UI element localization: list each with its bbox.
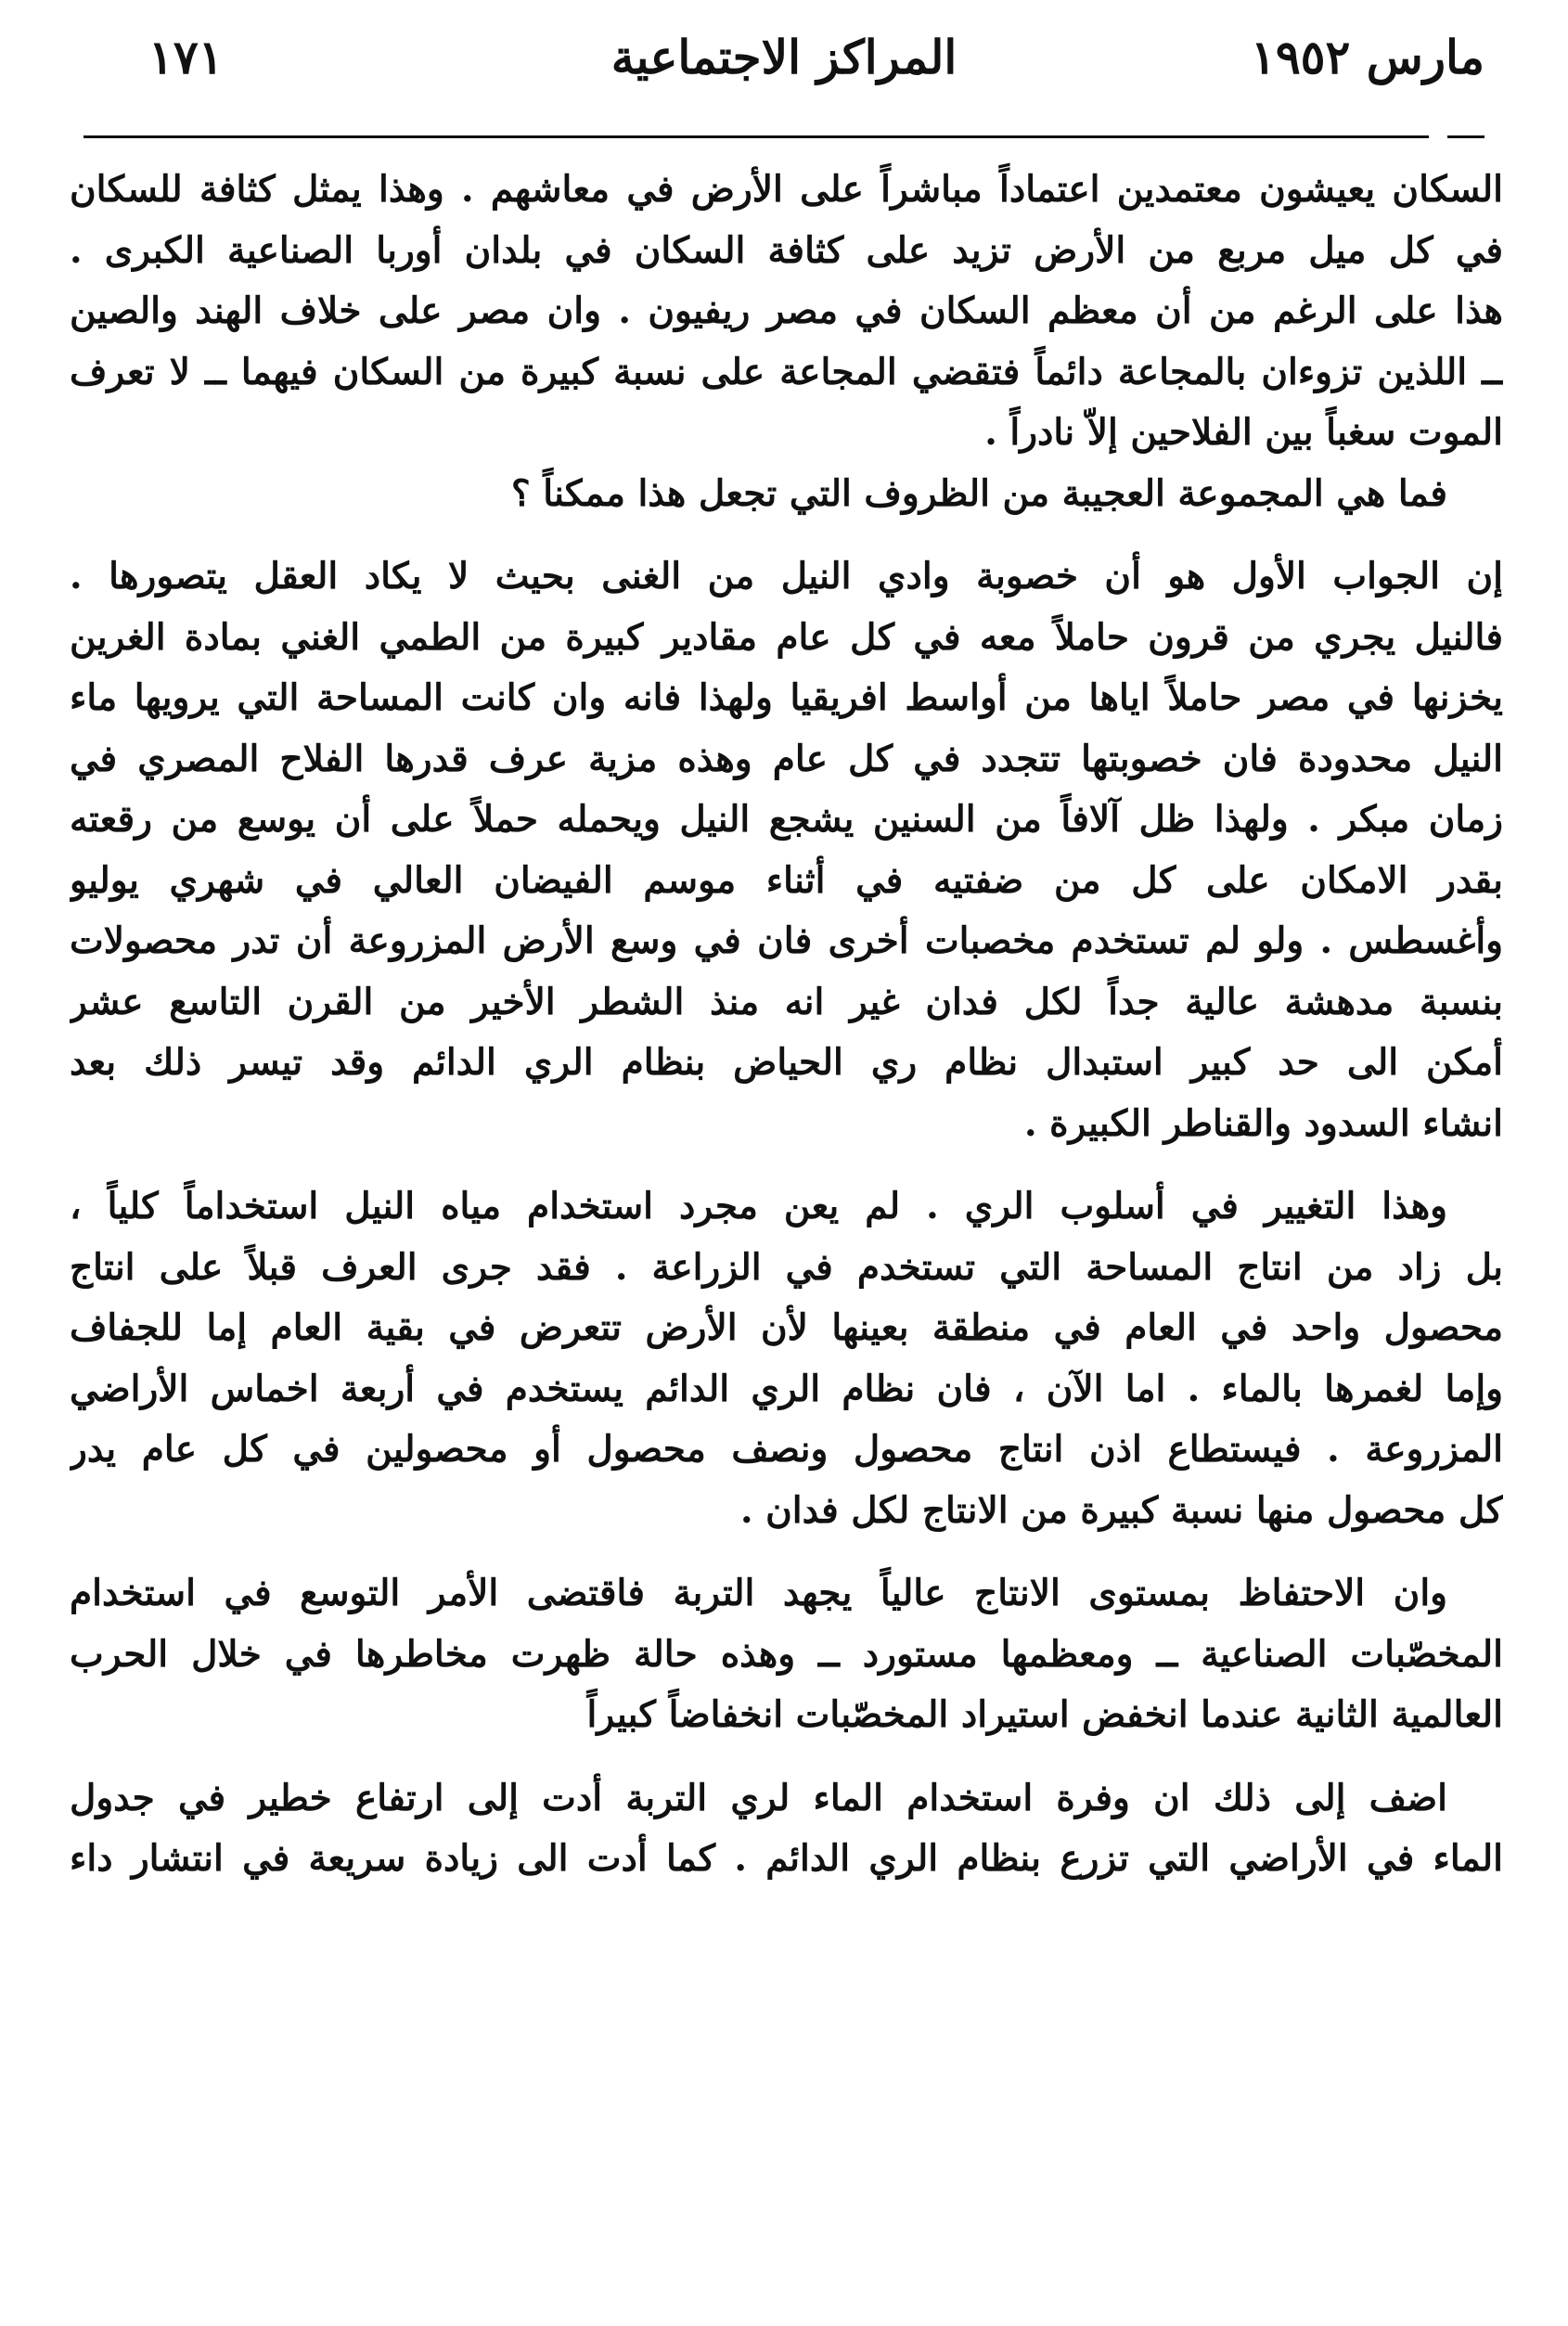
paragraph-4-continued	[70, 1238, 1503, 1542]
text-line: العالمية الثانية عندما انخفض استيراد المخصّبات انخفاضاً كبيراً	[586, 1693, 1503, 1736]
text-line: أمكن الى حد كبير استبدال نظام ري الحياض بنظام الري الدائم وقد تيسر ذلك بعد	[70, 1041, 1503, 1084]
paragraph-3	[70, 546, 1503, 1154]
paragraph-gap	[70, 1154, 1503, 1176]
running-header	[84, 20, 1484, 95]
text-line: اضف إلى ذلك ان وفرة استخدام الماء لري التربة أدت إلى ارتفاع خطير في جدول	[70, 1776, 1447, 1819]
text-line: هذا على الرغم من أن معظم السكان في مصر ريفيون . وان مصر على خلاف الهند والصين	[70, 289, 1503, 332]
text-line: الموت سغباً بين الفلاحين إلاّ نادراً .	[984, 411, 1503, 454]
header-title: المراكز الاجتماعية	[610, 30, 958, 84]
text-line: إن الجواب الأول هو أن خصوبة وادي النيل من الغنى بحيث لا يكاد العقل يتصورها .	[70, 555, 1503, 598]
paragraph-gap	[70, 524, 1503, 546]
paragraph-2	[70, 464, 1503, 525]
text-line: فما هي المجموعة العجيبة من الظروف التي تجعل هذا ممكناً ؟	[510, 471, 1447, 515]
text-line: ــ اللذين تزوءان بالمجاعة دائماً فتقضي المجاعة على نسبة كبيرة من السكان فيهما ــ لا تعرف	[70, 350, 1503, 393]
header-rule	[84, 135, 1429, 138]
header-rule-dash	[1447, 135, 1484, 138]
text-line: وأغسطس . ولو لم تستخدم مخصبات أخرى فان في وسع الأرض المزروعة أن تدر محصولات	[70, 919, 1503, 962]
paragraph-gap	[70, 1541, 1503, 1563]
text-line: الماء في الأراضي التي تزرع بنظام الري الدائم . كما أدت الى زيادة سريعة في انتشار داء	[70, 1837, 1503, 1880]
text-line: السكان يعيشون معتمدين اعتماداً مباشراً على الأرض في معاشهم . وهذا يمثل كثافة للسكان	[70, 168, 1503, 211]
text-line: زمان مبكر . ولهذا ظل آلافاً من السنين يشجع النيل ويحمله حملاً على أن يوسع من رقعته	[70, 798, 1503, 841]
text-line: محصول واحد في العام في منطقة بعينها لأن الأرض تتعرض في بقية العام إما للجفاف	[70, 1306, 1503, 1349]
text-line: وهذا التغيير في أسلوب الري . لم يعن مجرد استخدام مياه النيل استخداماً كلياً ،	[70, 1185, 1447, 1227]
text-line: بقدر الامكان على كل من ضفتيه في أثناء موسم الفيضان العالي في شهري يوليو	[70, 858, 1503, 902]
text-line: وان الاحتفاظ بمستوى الانتاج عالياً يجهد التربة فاقتضى الأمر التوسع في استخدام	[70, 1572, 1447, 1614]
text-line: النيل محدودة فان خصوبتها تتجدد في كل عام وهذه مزية عرف قدرها الفلاح المصري في	[70, 737, 1503, 780]
text-line: بنسبة مدهشة عالية جداً لكل فدان غير انه منذ الشطر الأخير من القرن التاسع عشر	[70, 980, 1503, 1023]
paragraph-1	[70, 160, 1503, 464]
text-line: المزروعة . فيستطاع اذن انتاج محصول ونصف محصول أو محصولين في كل عام يدر	[70, 1428, 1503, 1471]
text-line: فالنيل يجري من قرون حاملاً معه في كل عام مقادير كبيرة من الطمي الغني بمادة الغرين	[70, 615, 1503, 659]
text-line: بل زاد من انتاج المساحة التي تستخدم في الزراعة . فقد جرى العرف قبلاً على انتاج	[70, 1245, 1503, 1289]
header-date: مارس ١٩٥٢	[1250, 30, 1484, 84]
header-page-number: ١٧١	[148, 30, 224, 84]
text-line: في كل ميل مربع من الأرض تزيد على كثافة السكان في بلدان أوربا الصناعية الكبرى .	[70, 228, 1503, 272]
text-line: كل محصول منها نسبة كبيرة من الانتاج لكل فدان .	[739, 1488, 1503, 1532]
text-line: يخزنها في مصر حاملاً اياها من أواسط افريقيا ولهذا فانه وان كانت المساحة التي يرويها ماء	[70, 676, 1503, 719]
paragraph-gap	[70, 1746, 1503, 1768]
paragraph-4	[70, 1176, 1503, 1238]
text-line: وإما لغمرها بالماء . اما الآن ، فان نظام الري الدائم يستخدم في أربعة اخماس الأراضي	[70, 1367, 1503, 1410]
text-line: انشاء السدود والقناطر الكبيرة .	[1023, 1101, 1503, 1145]
paragraph-5-continued	[70, 1625, 1503, 1746]
paragraph-5	[70, 1563, 1503, 1625]
paragraph-6-continued	[70, 1829, 1503, 1890]
paragraph-6	[70, 1768, 1503, 1830]
body-text	[70, 160, 1503, 1890]
text-line: المخصّبات الصناعية ــ ومعظمها مستورد ــ وهذه حالة ظهرت مخاطرها في خلال الحرب	[70, 1632, 1503, 1676]
